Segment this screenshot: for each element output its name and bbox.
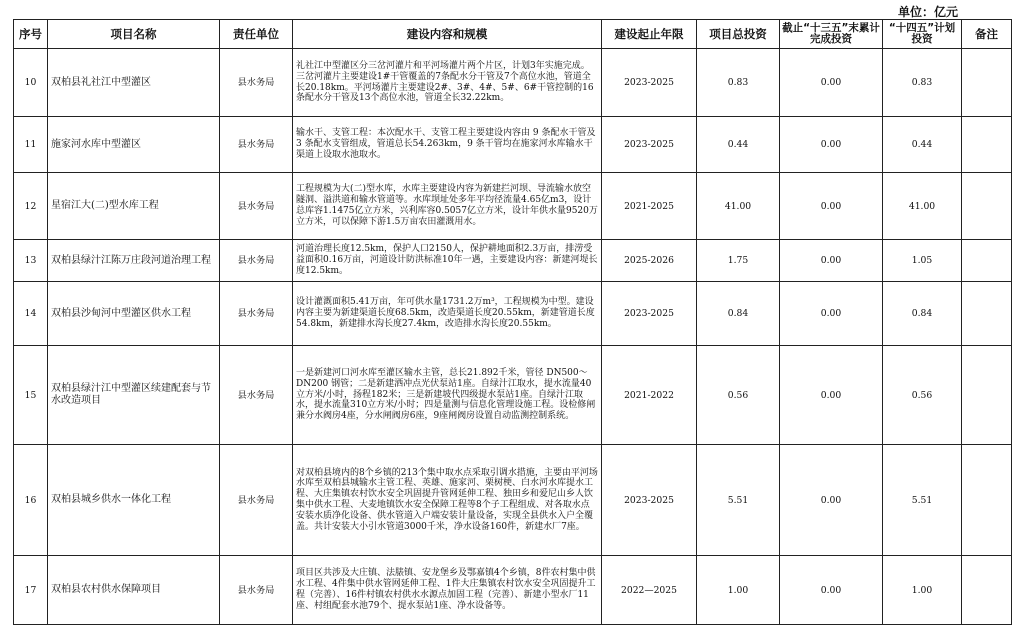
cell-years: 2023-2025 [602, 282, 697, 346]
cell-unit: 县水务局 [220, 173, 293, 240]
cell-seq: 14 [14, 282, 48, 346]
cell-years: 2025-2026 [602, 240, 697, 282]
cell-years: 2023-2025 [602, 49, 697, 117]
table-header-row [14, 20, 1012, 49]
cell-done: 0.00 [780, 49, 883, 117]
cell-done: 0.00 [780, 556, 883, 625]
cell-plan: 0.44 [883, 117, 962, 173]
header-name: 项目名称 [48, 20, 220, 49]
cell-done: 0.00 [780, 445, 883, 556]
table-row [14, 282, 1012, 346]
cell-name: 双柏县沙甸河中型灌区供水工程 [48, 282, 220, 346]
cell-total: 1.00 [697, 556, 780, 625]
cell-unit: 县水务局 [220, 346, 293, 445]
cell-content: 礼社江中型灌区分三岔河灌片和平河场灌片两个片区，计划3年实施完成。三岔河灌片主要建设1#干管覆盖的7条配水分干管及7个高位水池，管道全长20.18km。平河场灌片主要建设2#、3#、4#、5#、6#干管控制的16条配水分干管及13个高位水池，管道全长32.22km。 [293, 49, 602, 117]
cell-unit: 县水务局 [220, 117, 293, 173]
cell-note [962, 117, 1012, 173]
cell-seq: 10 [14, 49, 48, 117]
header-years: 建设起止年限 [602, 20, 697, 49]
cell-note [962, 282, 1012, 346]
cell-note [962, 346, 1012, 445]
cell-total: 41.00 [697, 173, 780, 240]
cell-total: 0.56 [697, 346, 780, 445]
table-row [14, 173, 1012, 240]
cell-content: 输水干、支管工程：本次配水干、支管工程主要建设内容由 9 条配水干管及 3 条配水支管组成，管道总长54.263km，9 条干管均在施家河水库输水干渠道上设取水池取水。 [293, 117, 602, 173]
cell-years: 2021-2025 [602, 173, 697, 240]
cell-seq: 17 [14, 556, 48, 625]
cell-done: 0.00 [780, 282, 883, 346]
cell-name: 双柏县城乡供水一体化工程 [48, 445, 220, 556]
header-done: 截止“十三五”末累计完成投资 [780, 20, 883, 49]
cell-seq: 12 [14, 173, 48, 240]
cell-total: 0.44 [697, 117, 780, 173]
cell-total: 0.83 [697, 49, 780, 117]
cell-years: 2021-2022 [602, 346, 697, 445]
cell-unit: 县水务局 [220, 282, 293, 346]
cell-note [962, 445, 1012, 556]
cell-plan: 1.00 [883, 556, 962, 625]
header-content: 建设内容和规模 [293, 20, 602, 49]
header-total: 项目总投资 [697, 20, 780, 49]
header-unit: 责任单位 [220, 20, 293, 49]
table-row [14, 445, 1012, 556]
cell-name: 双柏县礼社江中型灌区 [48, 49, 220, 117]
header-seq: 序号 [14, 20, 48, 49]
cell-content: 设计灌溉面积5.41万亩，年可供水量1731.2万m³，工程规模为中型。建设内容主要为新建渠道长度68.5km，改造渠道长度20.55km，新建管道长度54.8km，新建排水沟长度27.4km，改造排水沟长度20.55km。 [293, 282, 602, 346]
cell-content: 对双柏县境内的8个乡镇的213个集中取水点采取引调水措施，主要由平河场水库至双柏县城输水主管工程、英雄、施家河、栗树梗、白水河水库提水工程、大庄集镇农村饮水安全巩固提升管网延伸工程、独田乡和爱尼山乡人饮集中供水工程、大麦地镇饮水安全保障工程等8个子工程组成、对各取水点安装水质净化设备、供水管道入户端安装计量设备，实现全县供水入户全覆盖。共计安装大小引水管道3000千米，净水设备160件，新建水厂7座。 [293, 445, 602, 556]
cell-note [962, 49, 1012, 117]
cell-seq: 11 [14, 117, 48, 173]
header-plan: “十四五”计划投资 [883, 20, 962, 49]
cell-name: 双柏县绿汁江陈万庄段河道治理工程 [48, 240, 220, 282]
table-row [14, 240, 1012, 282]
unit-label: 单位：亿元 [898, 5, 959, 19]
cell-done: 0.00 [780, 346, 883, 445]
cell-unit: 县水务局 [220, 556, 293, 625]
cell-plan: 0.83 [883, 49, 962, 117]
table-row [14, 49, 1012, 117]
cell-plan: 41.00 [883, 173, 962, 240]
cell-name: 双柏县绿汁江中型灌区续建配套与节水改造项目 [48, 346, 220, 445]
cell-seq: 13 [14, 240, 48, 282]
cell-total: 5.51 [697, 445, 780, 556]
cell-years: 2023-2025 [602, 117, 697, 173]
cell-years: 2023-2025 [602, 445, 697, 556]
table-row [14, 117, 1012, 173]
header-note: 备注 [962, 20, 1012, 49]
table-row [14, 556, 1012, 625]
cell-total: 1.75 [697, 240, 780, 282]
cell-years: 2022—2025 [602, 556, 697, 625]
cell-content: 河道治理长度12.5km，保护人口2150人，保护耕地面积2.3万亩，排涝受益面积0.16万亩，河道设计防洪标准10年一遇，主要建设内容：新建河堤长度12.5km。 [293, 240, 602, 282]
cell-plan: 1.05 [883, 240, 962, 282]
cell-note [962, 240, 1012, 282]
cell-unit: 县水务局 [220, 445, 293, 556]
cell-content: 一是新建河口河水库至灌区输水主管，总长21.892千米，管径 DN500～DN200 钢管；二是新建洒冲点光伏泵站1座。自绿汁江取水，提水流量40立方米/小时，扬程182米；三是新建坡代四级提水泵站1座。自绿汁江取水，提水流量310立方米/小时；四是量测与信息化管理设施工程。设检修闸兼分水阀房4座，分水闸阀房6座，9座闸阀房设置自动监测控制系统。 [293, 346, 602, 445]
cell-name: 双柏县农村供水保障项目 [48, 556, 220, 625]
cell-note [962, 173, 1012, 240]
cell-unit: 县水务局 [220, 49, 293, 117]
table-row [14, 346, 1012, 445]
cell-note [962, 556, 1012, 625]
cell-seq: 16 [14, 445, 48, 556]
cell-name: 星宿江大(二)型水库工程 [48, 173, 220, 240]
cell-content: 工程规模为大(二)型水库，水库主要建设内容为新建拦河坝、导流输水放空隧洞、溢洪道和输水管道等。水库坝址处多年平均径流量4.65亿m3，设计总库容1.1475亿立方米，兴利库容0.5057亿立方米，设计年供水量9520万立方米，可以保障下游1.5万亩农田灌溉用水。 [293, 173, 602, 240]
cell-done: 0.00 [780, 173, 883, 240]
cell-content: 项目区共涉及大庄镇、法脿镇、安龙堡乡及鄂嘉镇4个乡镇，8件农村集中供水工程、4件集中供水管网延伸工程、1件大庄集镇农村饮水安全巩固提升工程（完善）、16件村镇农村供水水源点加固工程（完善）、新建小型水厂11座、村组配套水池79个、提水泵站1座、净水设备等。 [293, 556, 602, 625]
project-table [13, 19, 1012, 625]
cell-done: 0.00 [780, 117, 883, 173]
cell-plan: 5.51 [883, 445, 962, 556]
cell-seq: 15 [14, 346, 48, 445]
cell-name: 施家河水库中型灌区 [48, 117, 220, 173]
cell-unit: 县水务局 [220, 240, 293, 282]
cell-plan: 0.84 [883, 282, 962, 346]
cell-plan: 0.56 [883, 346, 962, 445]
cell-total: 0.84 [697, 282, 780, 346]
cell-done: 0.00 [780, 240, 883, 282]
